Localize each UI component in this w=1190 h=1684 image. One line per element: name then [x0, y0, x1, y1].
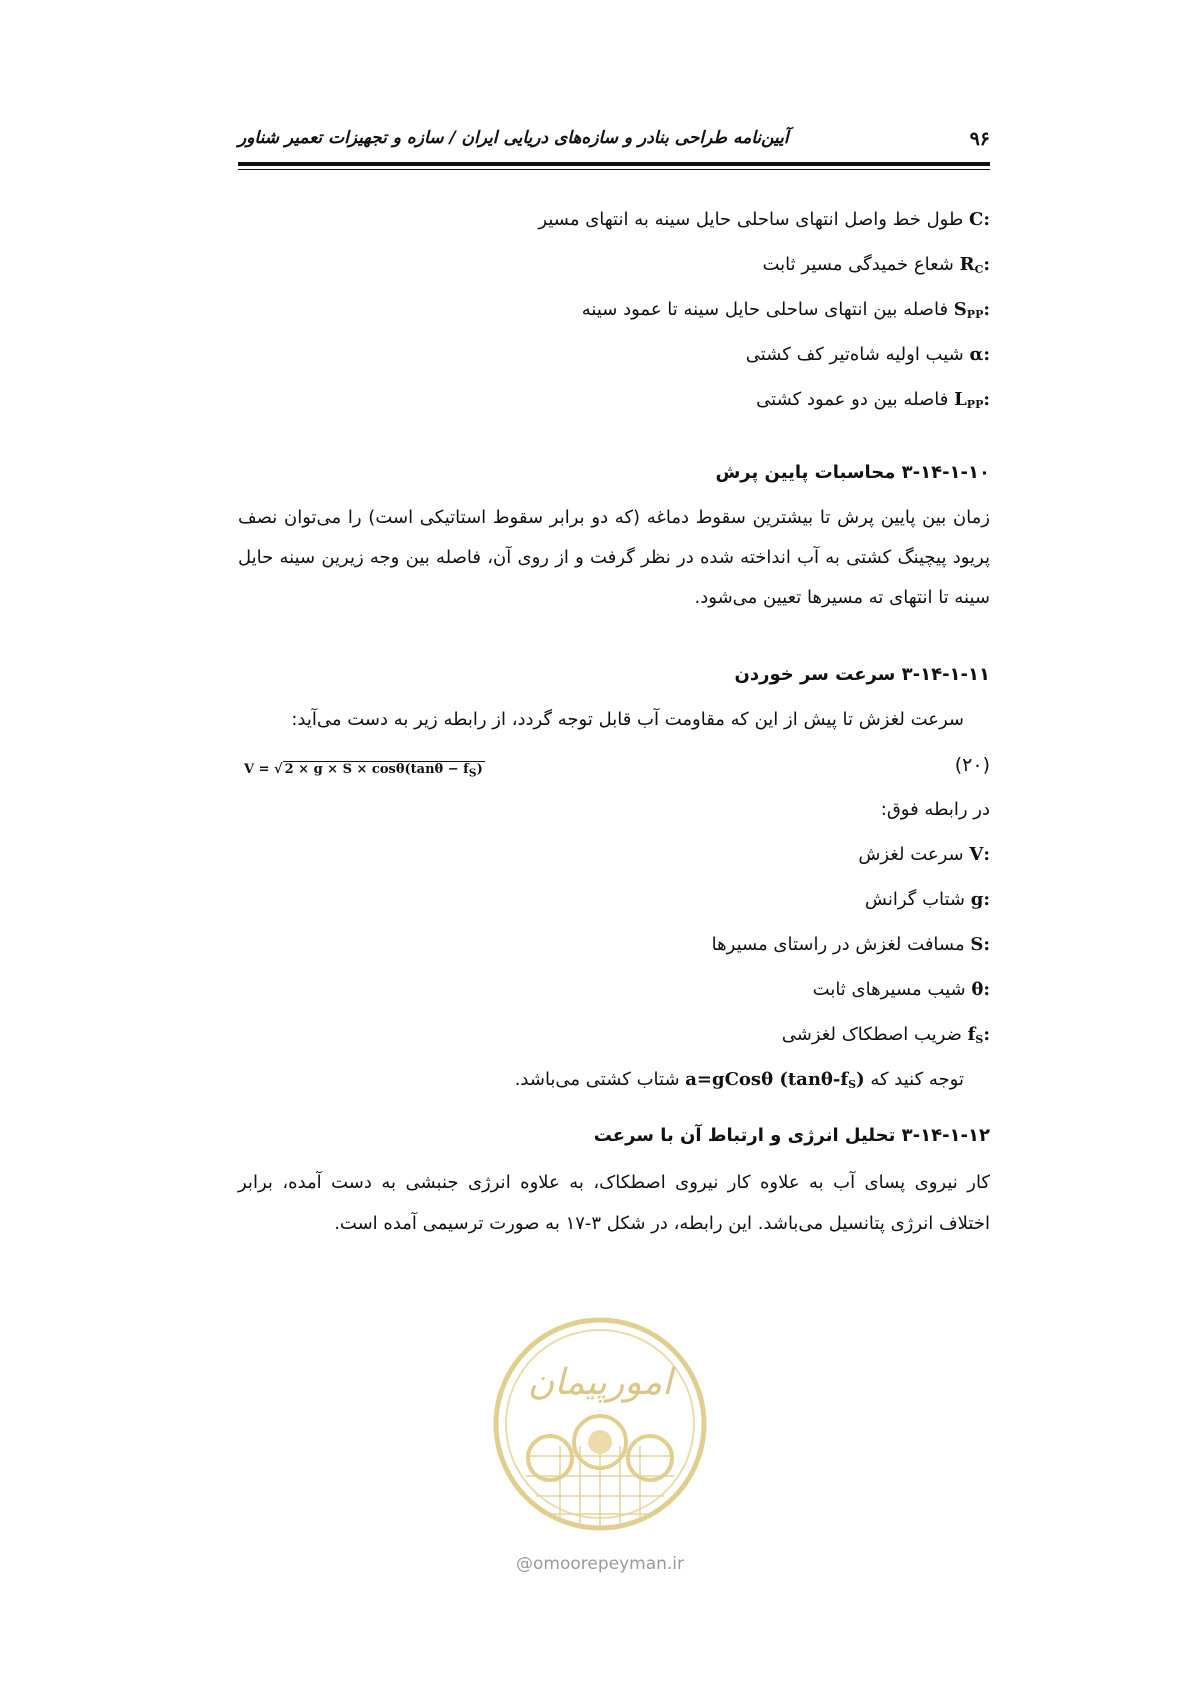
- equation-radical: $2 \times g \times S \times \cos\theta(\tan\theta - f_S)$: [284, 762, 483, 780]
- definition-symbol: V:: [969, 844, 990, 865]
- definition-symbol: θ:: [971, 979, 990, 1000]
- definition-rc: [762, 252, 990, 283]
- paragraph-11-intro: سرعت لغزش تا پیش از این که مقاومت آب قابل توجه گردد، از رابطه زیر به دست می‌آید:: [291, 709, 964, 730]
- acceleration-formula: a=gCosθ $(\tan\theta-f_S)$: [685, 1069, 865, 1091]
- definition-symbol: S:: [970, 934, 990, 955]
- definition-symbol: g:: [970, 889, 990, 910]
- definition-text: شیب اولیه شاه‌تیر کف کشتی: [745, 344, 964, 365]
- header-rule-thick: [238, 162, 990, 166]
- definition-s: [712, 932, 990, 963]
- equation-number: (۲۰): [954, 754, 990, 776]
- where-label: در رابطه فوق:: [880, 799, 990, 820]
- acceleration-note: توجه کنید که a=gCosθ $(\tan\theta-f_S)$ شتاب کشتی می‌باشد.: [514, 1069, 964, 1091]
- paragraph-12-line-2: اختلاف انرژی پتانسیل می‌باشد. این رابطه، در شکل ۳-۱۷ به صورت ترسیمی آمده است.: [334, 1213, 990, 1234]
- definition-g: [865, 887, 990, 918]
- definition-lpp: [756, 387, 990, 418]
- definition-v: [858, 842, 990, 873]
- definition-fs: [782, 1022, 990, 1053]
- definition-text: شتاب گرانش: [864, 889, 966, 910]
- paragraph-10-line-3: سینه تا انتهای ته مسیرها تعیین می‌شود.: [694, 587, 990, 608]
- paragraph-12-line-1: کار نیروی پسای آب به علاوه کار نیروی اصطکاک، به علاوه انرژی جنبشی به دست آمده، برابر: [238, 1172, 990, 1193]
- definition-text: فاصله بین دو عمود کشتی: [756, 389, 949, 410]
- definition-symbol: $R_C$:: [959, 254, 990, 276]
- section-heading-12: ۳-۱۴-۱-۱۲ تحلیل انرژی و ارتباط آن با سرعت: [593, 1125, 990, 1146]
- page-header: [238, 128, 990, 158]
- definition-symbol: $L_{PP}$:: [954, 389, 990, 411]
- section-heading-11: ۳-۱۴-۱-۱۱ سرعت سر خوردن: [734, 664, 990, 685]
- section-heading-10: ۳-۱۴-۱-۱۰ محاسبات پایین پرش: [715, 462, 990, 483]
- definition-symbol: $f_S$:: [967, 1024, 990, 1046]
- definition-c: [538, 207, 990, 238]
- definition-text: ضریب اصطکاک لغزشی: [781, 1024, 962, 1045]
- paragraph-10-line-2: پریود پیچینگ کشتی به آب انداخته شده در نظر گرفت و از روی آن، فاصله بین وجه زیرین سینه حایل: [238, 547, 990, 568]
- definition-theta: [813, 977, 990, 1008]
- watermark-site: @omoorepeyman.ir: [515, 1554, 685, 1574]
- definition-alpha: [746, 342, 990, 373]
- definition-text: سرعت لغزش: [858, 844, 964, 865]
- definition-text: فاصله بین انتهای ساحلی حایل سینه تا عمود سینه: [581, 299, 949, 320]
- definition-text: طول خط واصل انتهای ساحلی حایل سینه به انتهای مسیر: [538, 209, 964, 230]
- definition-spp: [582, 297, 990, 328]
- definition-symbol: C:: [969, 209, 990, 230]
- definition-symbol: α:: [969, 344, 990, 365]
- watermark: [490, 1306, 710, 1588]
- definition-text: مسافت لغزش در راستای مسیرها: [711, 934, 965, 955]
- running-title: آیین‌نامه طراحی بنادر و سازه‌های دریایی ایران / سازه و تجهیزات تعمیر شناور: [238, 128, 789, 148]
- equation-20: V = √ $2 \times g \times S \times \cos\theta(\tan\theta - f_S)$: [244, 762, 483, 780]
- watermark-logo-text: امورپیمان: [527, 1362, 673, 1403]
- definition-symbol: $S_{PP}$:: [953, 299, 990, 321]
- definition-text: شعاع خمیدگی مسیر ثابت: [762, 254, 954, 275]
- page-number: ۹۶: [969, 128, 990, 150]
- paragraph-10-line-1: زمان بین پایین پرش تا بیشترین سقوط دماغه (که دو برابر سقوط استاتیکی است) را می‌توان نصف: [238, 507, 990, 528]
- watermark-seal-icon: [490, 1306, 710, 1546]
- definition-text: شیب مسیرهای ثابت: [812, 979, 966, 1000]
- header-rule-thin: [238, 169, 990, 170]
